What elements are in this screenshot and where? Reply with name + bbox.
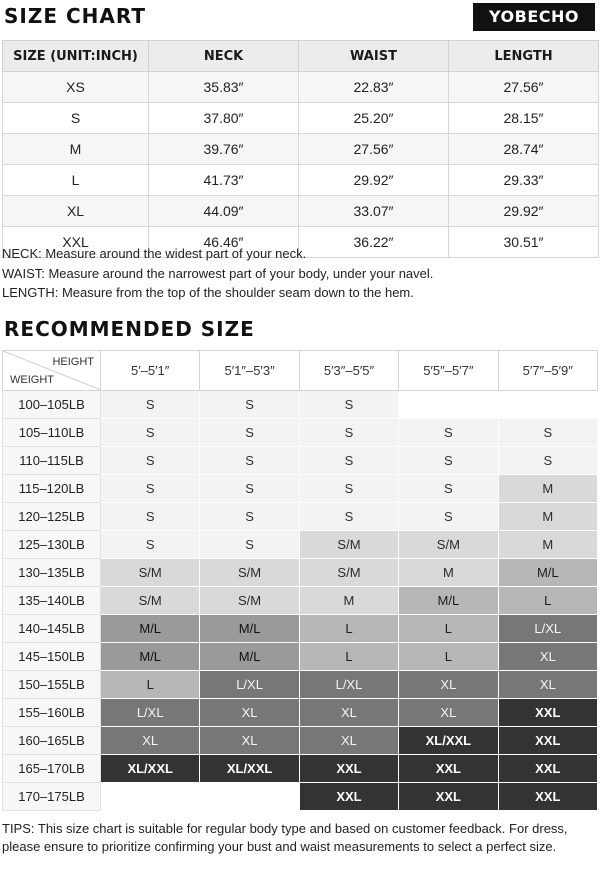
recommended-size-cell: S/M (299, 559, 398, 587)
recommended-size-cell: S (399, 419, 498, 447)
recommended-size-cell: L (101, 671, 200, 699)
weight-row (3, 503, 598, 531)
weight-range-cell: 150–155LB (3, 671, 101, 699)
weight-range-cell: 100–105LB (3, 391, 101, 419)
size-row (3, 103, 599, 134)
measurement-cell: 22.83″ (299, 72, 449, 103)
recommended-size-cell: XL (101, 727, 200, 755)
column-header-length: LENGTH (449, 41, 599, 72)
measurement-cell: 25.20″ (299, 103, 449, 134)
weight-row (3, 559, 598, 587)
recommended-size-cell: S/M (101, 559, 200, 587)
measurement-cell: 28.74″ (449, 134, 599, 165)
recommended-size-cell: XL (200, 699, 299, 727)
measurement-cell: 41.73″ (149, 165, 299, 196)
weight-row (3, 419, 598, 447)
size-label-cell: S (3, 103, 149, 134)
recommended-size-cell: XL (498, 671, 597, 699)
weight-row (3, 531, 598, 559)
note-waist: WAIST: Measure around the narrowest part of your body, under your navel. (2, 265, 434, 281)
recommended-size-cell: S (299, 391, 398, 419)
size-label-cell: L (3, 165, 149, 196)
measurement-notes (2, 244, 433, 303)
size-row (3, 196, 599, 227)
recommended-size-cell: XXL (399, 783, 498, 811)
measurement-cell: 39.76″ (149, 134, 299, 165)
weight-range-cell: 145–150LB (3, 643, 101, 671)
recommended-size-cell: XXL (299, 755, 398, 783)
recommended-size-table (2, 350, 598, 811)
recommended-size-cell: L/XL (101, 699, 200, 727)
measurement-cell: 35.83″ (149, 72, 299, 103)
recommended-size-cell: S (299, 419, 398, 447)
recommended-size-title: RECOMMENDED SIZE (4, 317, 255, 341)
brand-logo: YOBECHO (473, 3, 595, 31)
size-label-cell: XL (3, 196, 149, 227)
recommended-size-cell: S (299, 447, 398, 475)
recommended-size-cell: S (101, 503, 200, 531)
size-label-cell: M (3, 134, 149, 165)
measurement-cell: 46.46″ (149, 227, 299, 258)
recommended-size-cell: S (399, 503, 498, 531)
recommended-size-cell: S/M (299, 531, 398, 559)
recommended-size-cell: L (399, 643, 498, 671)
recommended-size-cell (101, 783, 200, 811)
recommended-size-cell: S (200, 419, 299, 447)
size-label-cell: XXL (3, 227, 149, 258)
weight-row (3, 755, 598, 783)
recommended-size-cell: M/L (101, 615, 200, 643)
recommended-size-cell: L/XL (498, 615, 597, 643)
recommended-size-cell: S (299, 475, 398, 503)
weight-range-cell: 120–125LB (3, 503, 101, 531)
recommended-size-cell: S (200, 503, 299, 531)
recommended-size-cell: XXL (299, 783, 398, 811)
measurement-cell: 29.92″ (449, 196, 599, 227)
weight-row (3, 447, 598, 475)
recommended-size-cell: XXL (498, 783, 597, 811)
recommended-size-cell: L (299, 643, 398, 671)
size-row (3, 72, 599, 103)
size-row (3, 165, 599, 196)
weight-row (3, 391, 598, 419)
recommended-size-cell: S/M (101, 587, 200, 615)
recommended-size-cell: XL/XXL (399, 727, 498, 755)
recommended-size-cell: S (200, 531, 299, 559)
height-header-row (3, 351, 598, 391)
weight-row (3, 587, 598, 615)
weight-row (3, 615, 598, 643)
recommended-size-cell: L (399, 615, 498, 643)
recommended-size-cell: M/L (101, 643, 200, 671)
measurement-cell: 29.92″ (299, 165, 449, 196)
recommended-size-cell: XXL (498, 755, 597, 783)
column-header-waist: WAIST (299, 41, 449, 72)
recommended-size-cell: S/M (200, 587, 299, 615)
weight-range-cell: 165–170LB (3, 755, 101, 783)
recommended-size-cell: S (200, 475, 299, 503)
recommended-size-cell: S (399, 447, 498, 475)
recommended-size-cell: M/L (498, 559, 597, 587)
recommended-size-cell: L/XL (200, 671, 299, 699)
recommended-size-cell: XL (200, 727, 299, 755)
measurement-cell: 28.15″ (449, 103, 599, 134)
measurement-cell: 27.56″ (449, 72, 599, 103)
height-label: HEIGHT (52, 356, 94, 368)
recommended-size-cell: M/L (200, 643, 299, 671)
recommended-size-cell: M (299, 587, 398, 615)
column-header-size: SIZE (UNIT:INCH) (3, 41, 149, 72)
measurement-cell: 37.80″ (149, 103, 299, 134)
recommended-size-cell: XL (399, 699, 498, 727)
weight-row (3, 699, 598, 727)
recommended-size-cell: S (399, 475, 498, 503)
weight-range-cell: 130–135LB (3, 559, 101, 587)
recommended-size-cell: S/M (399, 531, 498, 559)
weight-range-cell: 110–115LB (3, 447, 101, 475)
weight-range-cell: 115–120LB (3, 475, 101, 503)
recommended-size-cell: XL (299, 727, 398, 755)
weight-range-cell: 155–160LB (3, 699, 101, 727)
recommended-size-cell: M/L (200, 615, 299, 643)
recommended-size-cell: S (101, 391, 200, 419)
recommended-size-cell: S (498, 419, 597, 447)
weight-row (3, 671, 598, 699)
recommended-size-cell: S (200, 447, 299, 475)
recommended-size-cell (200, 783, 299, 811)
recommended-size-cell: M (399, 559, 498, 587)
recommended-size-cell: S (101, 531, 200, 559)
note-length: LENGTH: Measure from the top of the shoulder seam down to the hem. (2, 285, 414, 300)
height-header: 5′3″–5′5″ (299, 351, 398, 391)
recommended-size-cell: XL/XXL (101, 755, 200, 783)
weight-row (3, 727, 598, 755)
recommended-size-cell: S (101, 419, 200, 447)
column-header-neck: NECK (149, 41, 299, 72)
recommended-size-cell (399, 391, 498, 419)
measurement-cell: 27.56″ (299, 134, 449, 165)
weight-range-cell: 160–165LB (3, 727, 101, 755)
tips-text: TIPS: This size chart is suitable for regular body type and based on customer feedback. For dress, please ensure to prioritize confirming your bust and waist measurements to select a perfect size. (2, 821, 568, 854)
recommended-size-cell: XXL (498, 727, 597, 755)
measurement-cell: 33.07″ (299, 196, 449, 227)
corner-cell (3, 351, 101, 391)
recommended-size-cell: L (299, 615, 398, 643)
recommended-size-cell: S (101, 447, 200, 475)
recommended-size-cell: S (299, 503, 398, 531)
recommended-size-cell: XL (299, 699, 398, 727)
recommended-size-cell: M (498, 503, 597, 531)
weight-row (3, 475, 598, 503)
weight-range-cell: 125–130LB (3, 531, 101, 559)
weight-row (3, 783, 598, 811)
size-chart-header-row (3, 41, 599, 72)
recommended-size-cell: S (498, 447, 597, 475)
size-label-cell: XS (3, 72, 149, 103)
recommended-size-cell: S (200, 391, 299, 419)
recommended-size-cell: S (101, 475, 200, 503)
measurement-cell: 29.33″ (449, 165, 599, 196)
weight-row (3, 643, 598, 671)
weight-range-cell: 170–175LB (3, 783, 101, 811)
size-chart-table (2, 40, 599, 258)
recommended-size-cell: XL/XXL (200, 755, 299, 783)
recommended-size-cell: M (498, 475, 597, 503)
height-header: 5′1″–5′3″ (200, 351, 299, 391)
height-header: 5′5″–5′7″ (399, 351, 498, 391)
weight-range-cell: 140–145LB (3, 615, 101, 643)
recommended-size-cell: XL (399, 671, 498, 699)
size-row (3, 134, 599, 165)
recommended-size-cell: XXL (399, 755, 498, 783)
recommended-size-cell: XXL (498, 699, 597, 727)
note-neck: NECK: Measure around the widest part of your neck. (2, 246, 307, 261)
measurement-cell: 36.22″ (299, 227, 449, 258)
weight-range-cell: 135–140LB (3, 587, 101, 615)
recommended-size-cell: M/L (399, 587, 498, 615)
height-header: 5′–5′1″ (101, 351, 200, 391)
measurement-cell: 44.09″ (149, 196, 299, 227)
recommended-size-cell: L (498, 587, 597, 615)
recommended-size-cell: L/XL (299, 671, 398, 699)
recommended-size-cell: S/M (200, 559, 299, 587)
recommended-size-cell: XL (498, 643, 597, 671)
measurement-cell: 30.51″ (449, 227, 599, 258)
weight-label: WEIGHT (10, 374, 54, 386)
weight-range-cell: 105–110LB (3, 419, 101, 447)
recommended-size-cell (498, 391, 597, 419)
recommended-size-cell: M (498, 531, 597, 559)
size-chart-title: SIZE CHART (4, 4, 147, 28)
height-header: 5′7″–5′9″ (498, 351, 597, 391)
